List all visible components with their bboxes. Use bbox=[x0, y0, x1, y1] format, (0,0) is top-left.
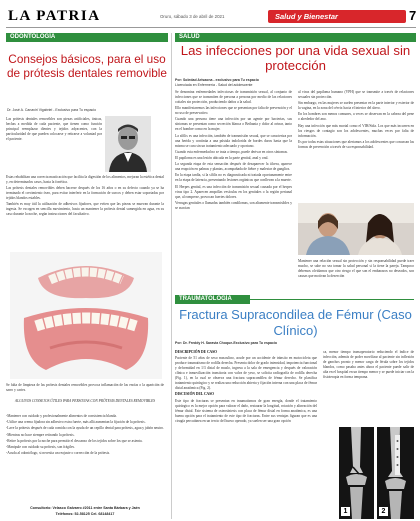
paragraph: En los hombres son menos comunes, a veces se observan en la cabeza del pene o alrededor del ano. bbox=[298, 112, 414, 122]
paragraph: Estas rehabilitan una correcta masticación que facilita la digestión de los alimentos, mejoran la estética dental y, en determinados casos, hasta la fonética. bbox=[6, 175, 164, 184]
paragraph: El papiloma es una lesión ubicada en la parte genital, anal y oral. bbox=[175, 155, 269, 160]
xray-figure-1 bbox=[339, 427, 374, 519]
tip-item: -Retire la prótesis por la noche para permitir el descanso de los tejidos sobre los que se asienta. bbox=[6, 438, 143, 443]
bottom-headline: Fractura Supracondilea de Fémur (Caso Clínico) bbox=[179, 307, 412, 338]
page-number: 7 bbox=[409, 8, 417, 23]
paragraph: Hay una infección que más mortal como el VIH/Sida. Los que más incurren en los riesgos de contagio son los adolescentes, muchas veces por falta de información. bbox=[298, 123, 414, 138]
paragraph: Cuando esta enfermedad no se trata a tiempo, puede derivar en otros síntomas. bbox=[175, 149, 288, 154]
bottom-article bbox=[175, 295, 416, 521]
paragraph: Se denomina enfermedades infecciosas de transmisión sexual, al conjunto de infecciones que se transmiten de persona a persona por medio de las relaciones coitales sin protección, produciendo daños a la salud. bbox=[175, 90, 292, 104]
section-name: Salud y Bienestar bbox=[275, 12, 338, 21]
masthead-rule bbox=[6, 27, 416, 28]
right-col-1 bbox=[175, 90, 292, 212]
tip-item: -Manipule con cuidado su prótesis, son frágiles. bbox=[6, 444, 75, 449]
figure-number-2: 2 bbox=[379, 507, 388, 516]
paragraph: Ello manifestaremos las infecciones que se presentan por falta de prevención y el no uso de preservativo. bbox=[175, 106, 292, 116]
right-article bbox=[175, 33, 416, 291]
bottom-byline: Por: Dr. Freddy H. Saravia Choque-Exclusivo para Tu espacio bbox=[175, 341, 278, 345]
left-intro-text bbox=[6, 117, 102, 143]
section-banner bbox=[268, 10, 406, 23]
masthead bbox=[0, 0, 420, 30]
right-col-2b: Mantener una relación sexual sin protección y sin responsabilidad puede traer mucho, se sabe no sea tomar la salud personal si la tiene la pareja. Tampoco debemos olvidarnos que otro riesgo el que son el embarazos no deseados, son causas que motivan la deserción bbox=[298, 259, 414, 278]
couple-photo bbox=[298, 203, 414, 255]
paragraph: Las prótesis dentales removibles son piezas artificiales, únicas, hechas a medida de cada paciente, que tienen como función principal reemplazar dientes y tejidos adyacentes, con la particularidad de que pueden colocarse y retirarse a voluntad por el paciente. bbox=[6, 117, 102, 141]
paragraph: En la etapa tardía, si la sífilis no es diagnosticada ni tratada oportunamente entre en la etapa de latencia, presentando lesiones orgánicas que conllevan a la muerte. bbox=[175, 173, 292, 183]
tip-item: -Acuda al odontólogo, si necesita un reajuste o corrección de la prótesis. bbox=[6, 451, 111, 456]
left-body-text bbox=[6, 175, 164, 219]
right-headline: Las infecciones por una vida sexual sin protección bbox=[180, 43, 411, 73]
tip-item: -Mantener con cuidado y profesionalmente alimentos de consistencia blanda. bbox=[6, 414, 117, 418]
paragraph: Sin embargo, en las mujeres se suelen presentar en la parte interior y exterior de la vagina, en la zona del cérvix hacia el interior del útero. bbox=[298, 101, 414, 111]
author-photo bbox=[105, 116, 151, 172]
disc-text: Este tipo de fracturas se presentan en traumatismos de gran energía, donde el tratamiento quirúrgico es la mejor opción para valorar el daño, restaurar la longitud, rotación y alineación del fémur distal. Este sistema de osteosíntesis con placa de fémur distal en forma anatómica, es una buena opción para el tratamiento de este tipo de fracturas. Entre sus ventajas figuran que es una cirugía percutánea en un tercio del hueso operado, ya suelen ser una gran opción bbox=[175, 398, 317, 423]
section-rule bbox=[248, 299, 414, 300]
dateline: Oruro, sábado 3 de abril de 2021 bbox=[160, 14, 225, 19]
paragraph: El Herpes genital, es una infección de transmisión sexual causada por el herpes virus tipo 2. Aparecen ampollas vesículas en los genitales o la región perianal que, al romperse, provocan fuertes dolores. bbox=[175, 184, 292, 199]
right-col-2 bbox=[298, 90, 414, 151]
paragraph: al virus del papiloma humano (VPH) que se transmite a través de relaciones sexuales sin protección. bbox=[298, 90, 414, 99]
disc-title: DISCUSIÓN DEL CASO bbox=[175, 392, 214, 397]
tip-item: -Lave la prótesis después de cada comida con la ayuda de un cepillo dental para prótesis, agua y jabón neutro. bbox=[6, 426, 164, 431]
right-byline-role: Licenciada en Enfermería - Salud del adolescente bbox=[175, 83, 253, 87]
paragraph: La sífilis es una infección, también de transmisión sexual, que se caracteriza por una herida y continúa a una pústula indolorida de bordes duros hasta que la misma se cura sin un tratamiento adecuado y oportuno. bbox=[175, 133, 292, 148]
paragraph: Las prótesis dentales removibles deben hacerse después de los 16 años o en su defecto cuando ya se ha terminado el crecimiento óseo, para evitar interferir en la formación de surcos y deben estar soportadas por tejidos blandos estables. bbox=[6, 186, 164, 201]
tips-subhead: ALGUNOS CONSEJOS ÚTILES PARA PERSONAS CON PRÓTESIS DENTALES REMOVIBLES bbox=[14, 399, 156, 403]
contact-address: Consultorio: Velasco Galvarro #2011 entre Santa Bárbara y Jaén bbox=[30, 506, 140, 510]
bottom-side-text: ca, menor tiempo transoperatorio reduciendo el índice de infección, además de poder movilizar al paciente sin inflexión de ganchos pronto y menor carga de férula sobre los tejidos blandos, como pasaba antes ahora el paciente puede salir de alta en el hospital en un tiempo menor y se puede iniciar con la fisioterapia en forma temprana. bbox=[323, 350, 414, 379]
desc-text: Paciente de 51 años de sexo masculino, acude por un accidente de tránsito en motocicleta que produce traumatismo de rodilla derecha. Presenta dolor de grado intensidad, impotencia funcional y deformidad en 1/3 distal de muslo, ingresa a la sala de emergencia y después de valoración clínica e inmovilización transitoria con valva de yeso, se solicita radiografía de rodilla derecha (Fig. 1), en la cual se observa una fractura supracondílea de fémur derecho. Se planifica tratamiento quirúrgico y se realiza una reducción abierta y fijación interna con una placa de fémur distal anatómica (Fig. 2). bbox=[175, 356, 317, 391]
tips-list bbox=[6, 414, 164, 457]
desc-title: DESCRIPCIÓN DE CASO bbox=[175, 350, 217, 354]
image-caption: Se falta de limpieza de las prótesis dentales removibles provoca inflamación de las encías o la aparición de sarro y caries. bbox=[6, 383, 164, 392]
section-tag-salud: SALUD bbox=[175, 33, 416, 42]
paragraph: Cuando una persona tiene una infección por un agente por bacterias, sus síntomas se presentan como secreción blanca o Bethania y dolor al orinar, tanto en el hombre como en la mujer. bbox=[175, 117, 292, 132]
contact-phone: Teléfonos: 52-58125 Cel. 68148417 bbox=[55, 512, 115, 516]
xray-figure-2 bbox=[377, 427, 414, 519]
figure-number-1: 1 bbox=[341, 507, 350, 516]
paragraph: También es muy útil la utilización de adhesivos fijadores, que eviten que las piezas se muevan durante la ingesta. Se escogen en sencilla movimiento, hasta un mantener la prótesis dental sumergida en agua, en su caso durante la noche, según instrucciones del facultativo. bbox=[6, 202, 164, 217]
bottom-main-text bbox=[175, 350, 317, 425]
right-byline-name: Por: Soledad Arisaona - exclusivo para Tu espacio bbox=[175, 78, 259, 82]
left-byline: Dr. José A. Canaviri Vigabriel - Exclusivo para Tu espacio bbox=[7, 108, 97, 112]
left-article bbox=[6, 33, 168, 521]
tip-item: -Mientras no hace siempre retirando la prótesis. bbox=[6, 432, 75, 437]
denture-image bbox=[10, 252, 162, 379]
paragraph: Es por todas estas situaciones que alertamos a los adolescentes que conozcan las formas de prevención a través de su responsabilidad. bbox=[298, 139, 414, 149]
column-divider bbox=[171, 33, 172, 519]
section-tag-odontologia: ODONTOLOGÍA bbox=[6, 33, 168, 42]
paragraph: Verrugas genitales o llamadas también condilomas, son altamente transmisibles y se asocian bbox=[175, 200, 292, 210]
paper-name: LA PATRIA bbox=[8, 8, 101, 24]
tip-item: -Utilice una crema fijadora sin adhesivo extra fuerte, más allá aumentan la fijación de la prótesis. bbox=[6, 420, 146, 425]
paragraph: La segunda etapa de esta sensación después de desaparecer la úlcera, aparece una erupción en palmas y plantas, acompañada de fiebre y malestar de ganglios. bbox=[175, 162, 292, 172]
left-headline: Consejos básicos, para el uso de prótesis dentales removible bbox=[6, 52, 167, 80]
section-tag-traumatologia: TRAUMATOLOGÍA bbox=[175, 295, 250, 304]
